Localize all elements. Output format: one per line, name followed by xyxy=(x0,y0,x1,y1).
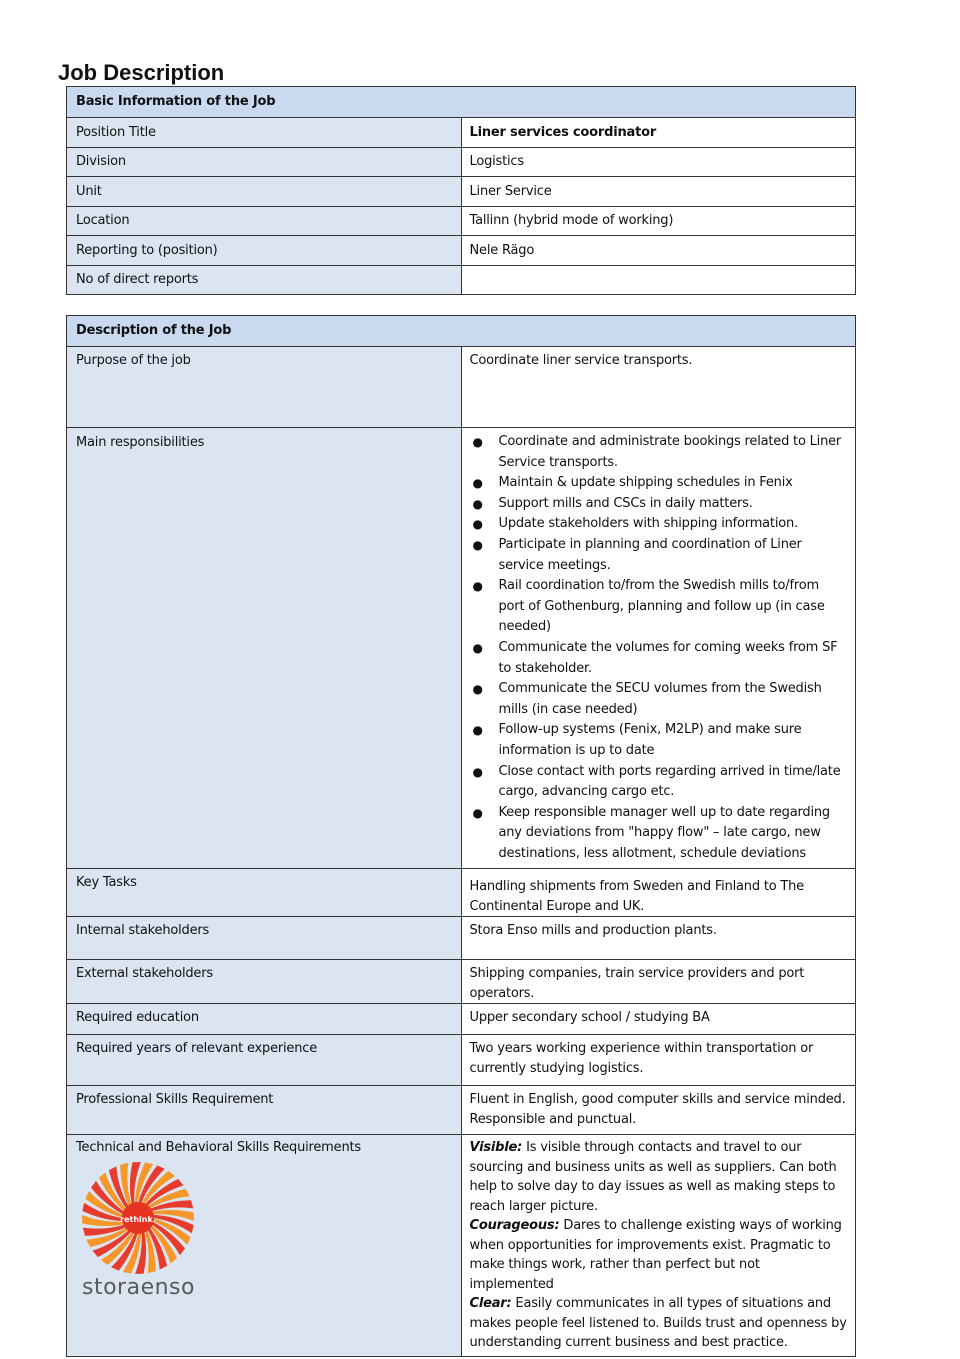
bullet-icon: ● xyxy=(472,579,483,594)
table-row xyxy=(67,118,856,148)
skill-clear xyxy=(470,1294,848,1353)
education-value: Upper secondary school / studying BA xyxy=(461,1004,856,1035)
technical-skills-value xyxy=(461,1135,856,1357)
responsibility-item xyxy=(470,679,848,720)
table-row xyxy=(67,428,856,869)
division-label: Division xyxy=(67,147,462,177)
table-row xyxy=(67,347,856,428)
responsibility-item xyxy=(470,720,848,761)
bullet-icon: ● xyxy=(472,496,483,511)
unit-value: Liner Service xyxy=(461,177,856,207)
responsibility-item xyxy=(470,803,848,865)
table-row xyxy=(67,1004,856,1035)
responsibility-item xyxy=(470,432,848,473)
basic-info-header: Basic Information of the Job xyxy=(67,87,856,118)
basic-information-table xyxy=(66,86,856,295)
bullet-icon: ● xyxy=(472,723,483,738)
responsibility-text: Participate in planning and coordination of Liner service meetings. xyxy=(498,536,802,573)
responsibility-item xyxy=(470,576,848,638)
responsibility-item xyxy=(470,762,848,803)
bullet-icon: ● xyxy=(472,517,483,532)
direct-reports-label: No of direct reports xyxy=(67,265,462,295)
reporting-to-value: Nele Rägo xyxy=(461,236,856,266)
skill-visible xyxy=(470,1138,848,1216)
table-row xyxy=(67,1035,856,1086)
responsibility-text: Communicate the SECU volumes from the Swedish mills (in case needed) xyxy=(498,681,822,717)
table-row xyxy=(67,147,856,177)
key-tasks-label: Key Tasks xyxy=(67,869,462,917)
responsibilities-list xyxy=(470,432,848,864)
location-label: Location xyxy=(67,206,462,236)
description-header: Description of the Job xyxy=(67,316,856,347)
skill-text: Dares to challenge existing ways of working when opportunities for improvements exist. Pragmatic to make things work, rather than perfect but not implemented xyxy=(469,1218,842,1292)
experience-value: Two years working experience within transportation or currently studying logistics. xyxy=(461,1035,856,1086)
responsibility-text: Coordinate and administrate bookings related to Liner Service transports. xyxy=(498,434,842,470)
responsibility-text: Close contact with ports regarding arrived in time/late cargo, advancing cargo etc. xyxy=(498,763,841,800)
position-title-label: Position Title xyxy=(67,118,462,148)
logo-wordmark: storaenso xyxy=(82,1275,195,1300)
reporting-to-label: Reporting to (position) xyxy=(67,236,462,266)
responsibilities-label: Main responsibilities xyxy=(67,428,462,869)
external-stakeholders-label: External stakeholders xyxy=(67,960,462,1004)
purpose-label: Purpose of the job xyxy=(67,347,462,428)
responsibility-text: Update stakeholders with shipping information. xyxy=(498,516,798,532)
page-title: Job Description xyxy=(58,60,225,85)
table-row xyxy=(67,1086,856,1135)
bullet-icon: ● xyxy=(472,764,483,779)
purpose-value: Coordinate liner service transports. xyxy=(461,347,856,428)
key-tasks-value: Handling shipments from Sweden and Finland to The Continental Europe and UK. xyxy=(461,869,856,917)
division-value: Logistics xyxy=(461,147,856,177)
responsibility-text: Communicate the volumes for coming weeks from SF to stakeholder. xyxy=(498,639,838,676)
skill-courageous xyxy=(470,1216,848,1294)
table-row xyxy=(67,177,856,207)
responsibility-item xyxy=(470,473,848,494)
skill-term: Visible: xyxy=(469,1140,523,1156)
bullet-icon: ● xyxy=(472,537,483,552)
skill-term: Clear: xyxy=(469,1296,512,1312)
responsibility-text: Follow-up systems (Fenix, M2LP) and make sure information is up to date xyxy=(498,722,802,758)
technical-skills-label: Technical and Behavioral Skills Requirements xyxy=(67,1135,462,1357)
skill-text: Is visible through contacts and travel to our sourcing and business units as well as suppliers. Can both help to solve day to day issues as well as making steps to reach larger picture. xyxy=(469,1140,837,1214)
responsibility-text: Maintain & update shipping schedules in Fenix xyxy=(498,475,793,491)
table-row xyxy=(67,869,856,917)
external-stakeholders-value: Shipping companies, train service providers and port operators. xyxy=(461,960,856,1004)
unit-label: Unit xyxy=(67,177,462,207)
logo-tagline: rethink. xyxy=(120,1215,156,1224)
responsibility-item xyxy=(470,514,848,535)
position-title-value: Liner services coordinator xyxy=(461,118,856,148)
direct-reports-value xyxy=(461,265,856,295)
skill-text: Easily communicates in all types of situations and makes people feel listened to. Builds trust and openness by understanding current business and best practice. xyxy=(469,1296,847,1351)
responsibilities-value xyxy=(461,428,856,869)
bullet-icon: ● xyxy=(472,805,483,820)
location-value: Tallinn (hybrid mode of working) xyxy=(461,206,856,236)
responsibility-item xyxy=(470,638,848,679)
responsibility-text: Rail coordination to/from the Swedish mills to/from port of Gothenburg, planning and follow up (in case needed) xyxy=(498,578,825,635)
professional-skills-value: Fluent in English, good computer skills and service minded. Responsible and punctual. xyxy=(461,1086,856,1135)
bullet-icon: ● xyxy=(472,640,483,655)
table-row xyxy=(67,960,856,1004)
skill-term: Courageous: xyxy=(469,1218,560,1234)
professional-skills-label: Professional Skills Requirement xyxy=(67,1086,462,1135)
experience-label: Required years of relevant experience xyxy=(67,1035,462,1086)
education-label: Required education xyxy=(67,1004,462,1035)
responsibility-text: Support mills and CSCs in daily matters. xyxy=(498,495,753,511)
table-row xyxy=(67,917,856,960)
bullet-icon: ● xyxy=(472,435,483,449)
table-row xyxy=(67,206,856,236)
bullet-icon: ● xyxy=(472,476,483,491)
internal-stakeholders-label: Internal stakeholders xyxy=(67,917,462,960)
responsibility-item xyxy=(470,535,848,576)
responsibility-item xyxy=(470,494,848,515)
internal-stakeholders-value: Stora Enso mills and production plants. xyxy=(461,917,856,960)
bullet-icon: ● xyxy=(472,682,483,697)
table-row xyxy=(67,236,856,266)
table-row xyxy=(67,265,856,295)
responsibility-text: Keep responsible manager well up to date regarding any deviations from "happy flow" – late cargo, new destinations, less allotment, schedule deviations xyxy=(498,804,830,861)
